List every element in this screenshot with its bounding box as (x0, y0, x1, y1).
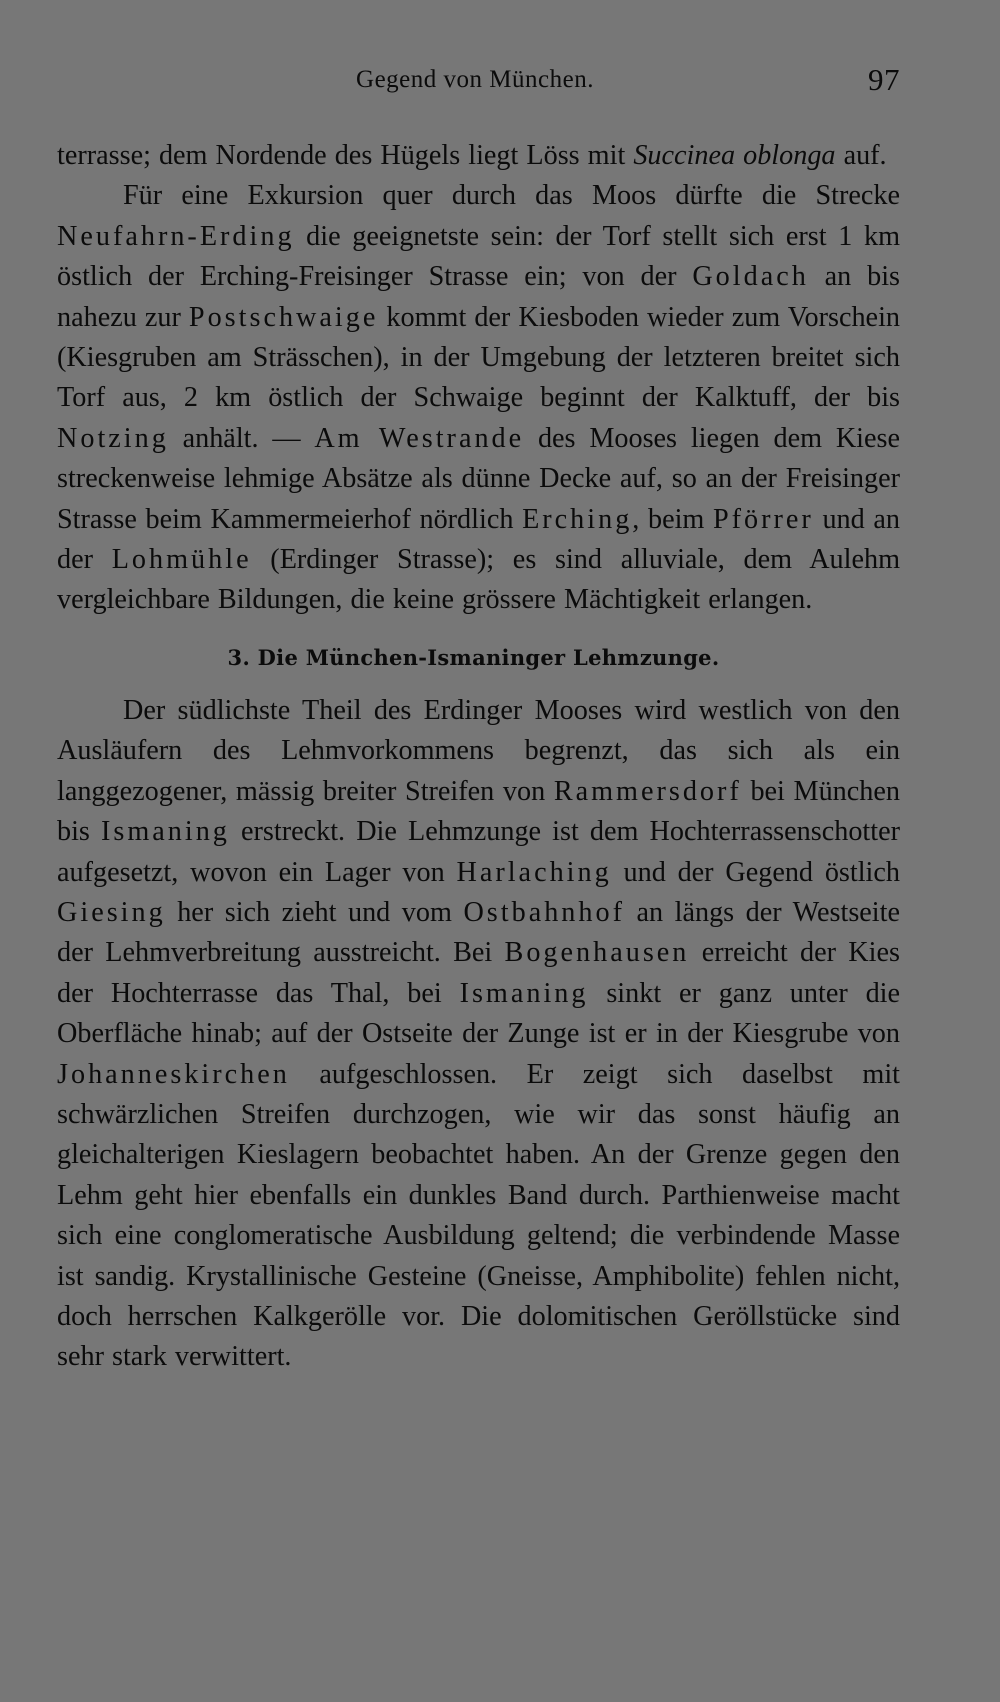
text-run: und an der (57, 503, 900, 576)
text-run: Für eine Exkursion quer durch das Moos dürfte die Strecke (123, 180, 900, 212)
spaced-place-name: Ostbahnhof (463, 896, 625, 928)
text-run: auf. (835, 140, 887, 171)
text-run: erstreckt. Die Lehmzunge ist dem Hochterrassenschotter aufgesetzt, wovon ein Lager von (57, 816, 900, 888)
spaced-place-name: Lohmühle (111, 544, 252, 576)
spaced-place-name: Neufahrn-Erding (57, 220, 295, 252)
text-run: sinkt er ganz unter die Oberfläche hinab; auf der Ostseite der Zunge ist er in der Kiesgrube von (57, 977, 901, 1050)
text-run: erreicht der Kies der Hochterrasse das Thal, bei (57, 937, 900, 1009)
text-run: her sich zieht und vom (165, 896, 464, 928)
spaced-place-name: Ismaning (101, 816, 230, 848)
running-head: Gegend von München. (356, 66, 594, 93)
text-run: (Erdinger Strasse); es sind alluviale, dem Aulehm vergleichbare Bildungen, die keine grössere Mächtigkeit erlangen. (57, 544, 901, 616)
text-run: terrasse; dem Nordende des Hügels liegt Löss mit (57, 140, 634, 171)
section-heading: 3. Die München-Ismaninger Lehmzunge. (227, 644, 720, 670)
text-run: aufgeschlossen. Er zeigt sich daselbst mit schwärzlichen Streifen durchzogen, wie wir das sonst häufig an gleichalterigen Kieslagern beobachtet haben. An der Grenze gegen den Lehm geht hier ebenfalls ein dunkles Band durch. Parthienweise macht sich eine conglomeratische Ausbildung geltend; die verbindende Masse ist sandig. Krystallinische Gesteine (Gneisse, Amphibolite) fehlen nicht, doch herrschen Kalkgerölle vor. Die dolomitischen Geröllstücke sind sehr stark verwittert. (57, 1058, 900, 1373)
paragraph-1 (57, 136, 900, 176)
page-header (0, 62, 1000, 102)
text-run: , beim (632, 503, 713, 535)
spaced-place-name: Goldach (692, 261, 809, 293)
text-run: und der Gegend östlich (611, 856, 900, 888)
spaced-place-name: Postschwaige (188, 301, 379, 333)
text-run: Der südlichste Theil des Erdinger Mooses wird westlich von den Ausläufern des Lehmvorkommens begrenzt, das sich als ein langgezogener, mässig breiter Streifen von (57, 694, 900, 807)
text-run: des Mooses liegen dem Kiese streckenweise lehmige Absätze als dünne Decke auf, so an der Freisinger Strasse beim Kammermeierhof nördlich (57, 422, 901, 535)
spaced-place-name: Ismaning (459, 977, 589, 1009)
text-run: an bis nahezu zur (57, 261, 901, 333)
spaced-place-name: Am Westrande (314, 422, 525, 454)
text-run: bei München bis (57, 775, 900, 848)
spaced-place-name: Notzing (57, 422, 169, 454)
paragraph-3 (57, 691, 900, 1378)
spaced-place-name: Rammersdorf (553, 775, 742, 807)
spaced-place-name: Harlaching (456, 856, 612, 888)
spaced-place-name: Bogenhausen (504, 937, 690, 969)
italic-term: Succinea oblonga (633, 140, 836, 171)
spaced-place-name: Giesing (57, 896, 166, 928)
body-text (57, 136, 900, 1378)
text-run: anhält. — (168, 422, 315, 454)
spaced-place-name: Erching (522, 503, 633, 535)
text-run: kommt der Kiesboden wieder zum Vorschein (Kiesgruben am Strässchen), in der Umgebung der letzteren breitet sich Torf aus, 2 km östlich der Schwaige beginnt der Kalktuff, der bis (57, 301, 900, 414)
text-run: an längs der Westseite der Lehmverbreitung ausstreicht. Bei (57, 896, 900, 969)
text-run: die geeignetste sein: der Torf stellt sich erst 1 km östlich der Erching-Freisinger Strasse ein; von der (57, 220, 900, 293)
spaced-place-name: Pförrer (712, 503, 814, 535)
paragraph-2 (57, 176, 900, 620)
page-number: 97 (868, 62, 900, 97)
spaced-place-name: Johanneskirchen (57, 1058, 290, 1090)
